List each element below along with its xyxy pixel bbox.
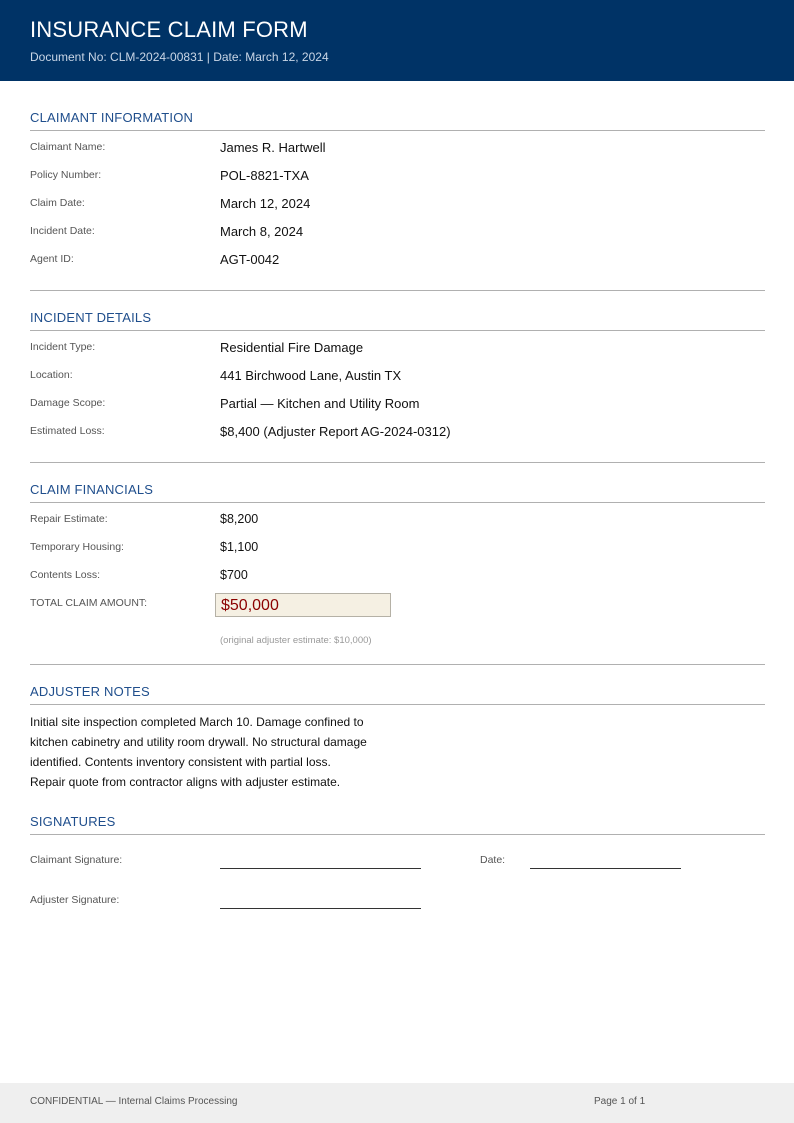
field-label: Incident Type:: [30, 341, 96, 353]
damage-scope-value: Partial — Kitchen and Utility Room: [220, 396, 420, 411]
adjuster-signature-label: Adjuster Signature:: [30, 894, 120, 906]
total-claim-amount-value: $50,000: [221, 597, 279, 614]
notes-line: identified. Contents inventory consistent with partial loss.: [30, 755, 331, 769]
incident-type-value: Residential Fire Damage: [220, 340, 364, 355]
section-rule: [30, 502, 765, 503]
footer-page-number: Page 1 of 1: [594, 1096, 646, 1107]
adjuster-notes-text: [30, 712, 430, 792]
field-label: Claim Date:: [30, 197, 85, 209]
signature-date-line[interactable]: [530, 868, 681, 869]
policy-number-value: POL-8821-TXA: [220, 168, 309, 183]
section-rule: [30, 834, 765, 835]
field-label: Agent ID:: [30, 253, 74, 265]
field-label: Incident Date:: [30, 225, 95, 237]
repair-estimate-value: $8,200: [220, 512, 259, 526]
document-header: [0, 0, 794, 81]
section-divider: [30, 664, 765, 665]
signature-date-label: Date:: [480, 854, 506, 866]
section-title-notes: ADJUSTER NOTES: [30, 684, 150, 699]
estimated-loss-value: $8,400 (Adjuster Report AG-2024-0312): [220, 424, 451, 439]
claimant-signature-line[interactable]: [220, 868, 421, 869]
section-rule: [30, 330, 765, 331]
field-label: Damage Scope:: [30, 397, 106, 409]
section-rule: [30, 130, 765, 131]
field-label: Temporary Housing:: [30, 541, 124, 553]
claim-date-value: March 12, 2024: [220, 196, 311, 211]
section-title-claimant: CLAIMANT INFORMATION: [30, 110, 194, 125]
document-title: INSURANCE CLAIM FORM: [30, 17, 308, 42]
location-value: 441 Birchwood Lane, Austin TX: [220, 368, 402, 383]
section-divider: [30, 462, 765, 463]
notes-line: Initial site inspection completed March 10. Damage confined to: [30, 715, 364, 729]
original-estimate-note: (original adjuster estimate: $10,000): [220, 635, 372, 646]
temporary-housing-value: $1,100: [220, 540, 259, 554]
notes-line: Repair quote from contractor aligns with adjuster estimate.: [30, 775, 341, 789]
claimant-signature-label: Claimant Signature:: [30, 854, 123, 866]
section-title-incident: INCIDENT DETAILS: [30, 310, 152, 325]
document-footer: [0, 1083, 794, 1123]
agent-id-value: AGT-0042: [220, 252, 280, 267]
section-rule: [30, 704, 765, 705]
field-label: Location:: [30, 369, 73, 381]
section-title-financials: CLAIM FINANCIALS: [30, 482, 154, 497]
adjuster-signature-line[interactable]: [220, 908, 421, 909]
total-claim-label: TOTAL CLAIM AMOUNT:: [30, 597, 148, 609]
field-label: Contents Loss:: [30, 569, 101, 581]
footer-confidential-text: CONFIDENTIAL — Internal Claims Processing: [30, 1096, 238, 1107]
field-label: Claimant Name:: [30, 141, 106, 153]
section-title-signatures: SIGNATURES: [30, 814, 116, 829]
contents-loss-value: $700: [220, 568, 248, 582]
notes-line: kitchen cabinetry and utility room drywall. No structural damage: [30, 735, 367, 749]
field-label: Policy Number:: [30, 169, 102, 181]
total-claim-amount-box: [215, 593, 391, 617]
section-divider: [30, 290, 765, 291]
field-label: Estimated Loss:: [30, 425, 105, 437]
document-subtitle: Document No: CLM-2024-00831 | Date: March 12, 2024: [30, 50, 329, 64]
incident-date-value: March 8, 2024: [220, 224, 304, 239]
field-label: Repair Estimate:: [30, 513, 108, 525]
claimant-name-value: James R. Hartwell: [220, 140, 326, 155]
